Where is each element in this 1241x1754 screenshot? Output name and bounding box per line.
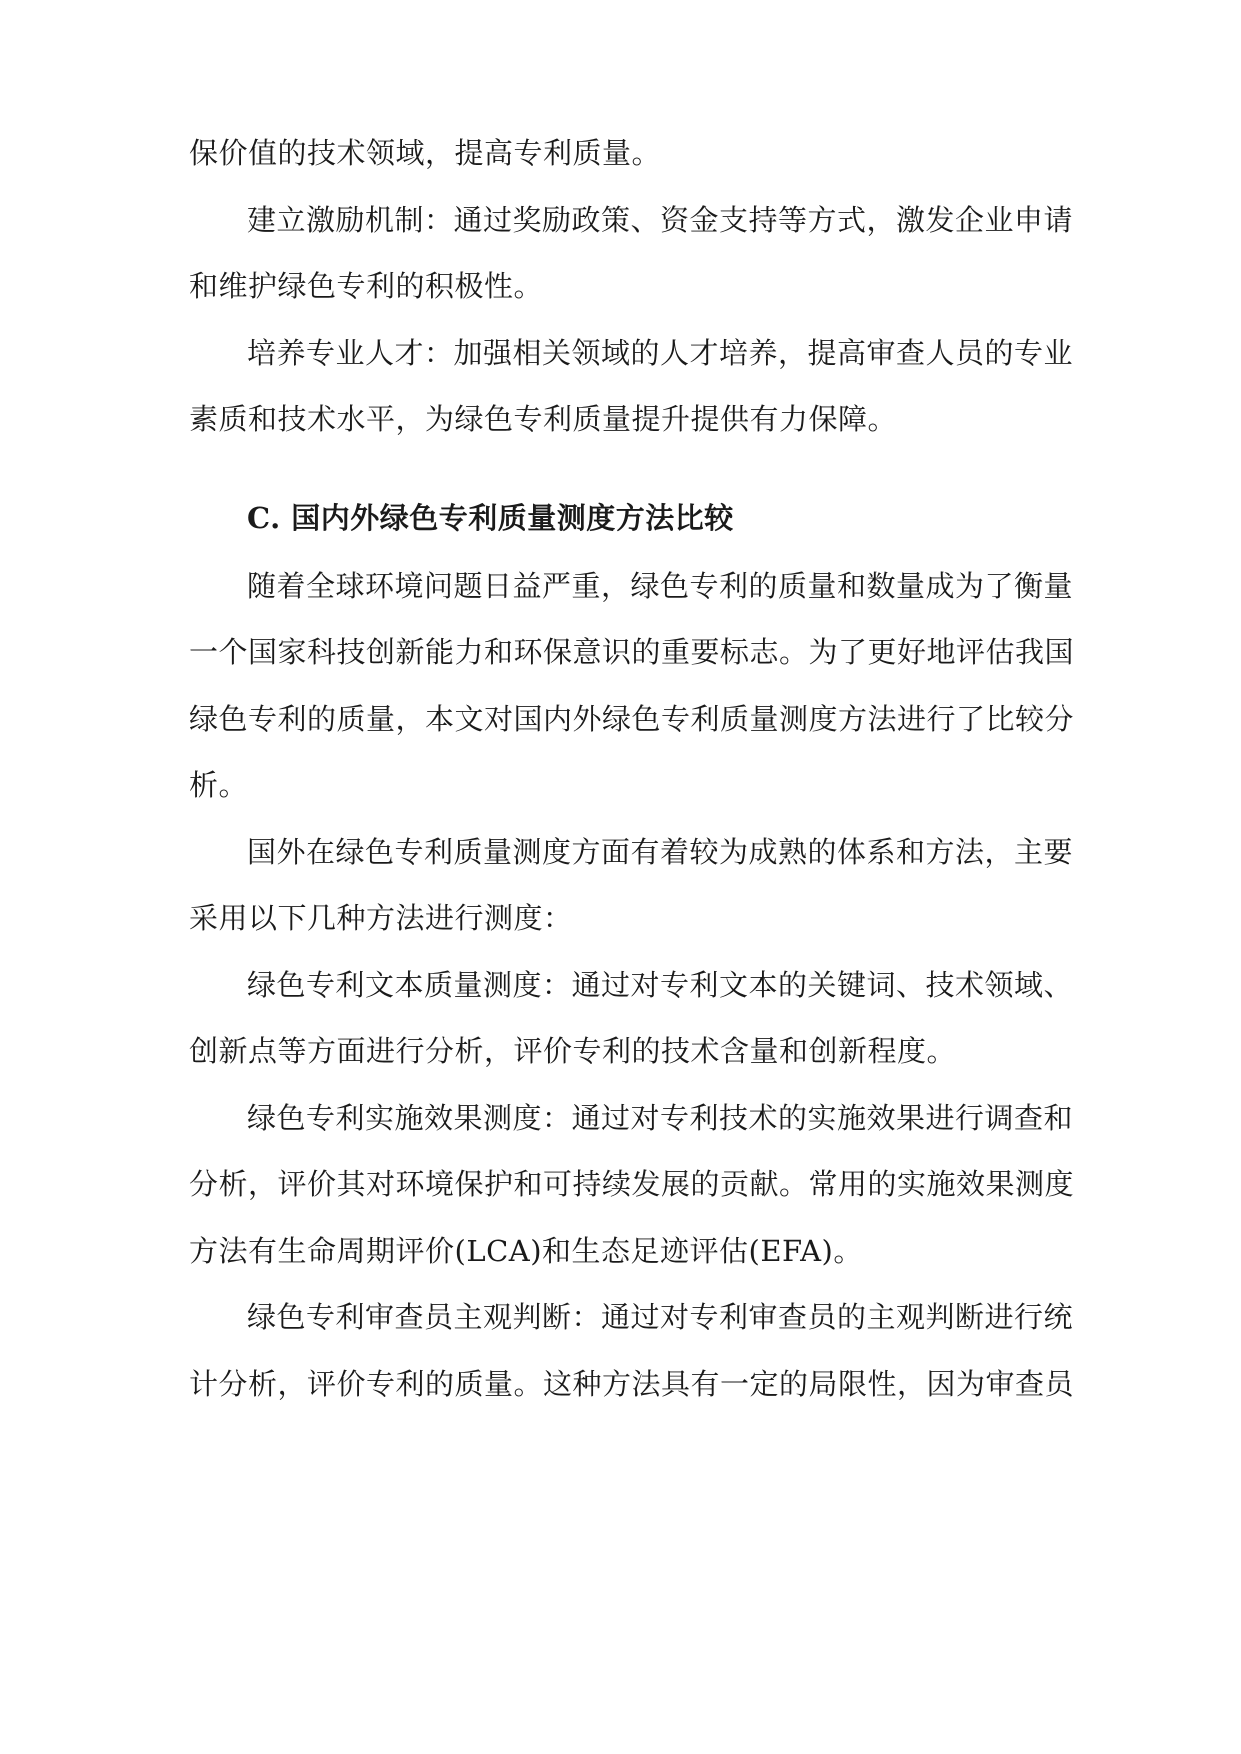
paragraph-line: 和维护绿色专利的积极性。	[189, 269, 544, 303]
paragraph-line: 保价值的技术领域，提高专利质量。	[189, 136, 662, 170]
paragraph-line: 随着全球环境问题日益严重，绿色专利的质量和数量成为了衡量	[247, 569, 1074, 603]
paragraph-line: 绿色专利审查员主观判断：通过对专利审查员的主观判断进行统	[247, 1300, 1074, 1334]
paragraph-line: 分析，评价其对环境保护和可持续发展的贡献。常用的实施效果测度	[189, 1167, 1075, 1201]
paragraph-line: 绿色专利文本质量测度：通过对专利文本的关键词、技术领域、	[247, 968, 1074, 1002]
paragraph-line: 绿色专利实施效果测度：通过对专利技术的实施效果进行调查和	[247, 1101, 1074, 1135]
paragraph-line: 一个国家科技创新能力和环保意识的重要标志。为了更好地评估我国	[189, 635, 1075, 669]
paragraph-line: 采用以下几种方法进行测度：	[189, 901, 573, 935]
paragraph-line: 建立激励机制：通过奖励政策、资金支持等方式，激发企业申请	[247, 203, 1074, 237]
paragraph-line: 方法有生命周期评价(LCA)和生态足迹评估(EFA)。	[189, 1234, 863, 1268]
paragraph-line: 创新点等方面进行分析，评价专利的技术含量和创新程度。	[189, 1034, 957, 1068]
paragraph-line: 素质和技术水平，为绿色专利质量提升提供有力保障。	[189, 402, 898, 436]
section-heading: C. 国内外绿色专利质量测度方法比较	[247, 501, 734, 535]
paragraph-line: 计分析，评价专利的质量。这种方法具有一定的局限性，因为审查员	[189, 1367, 1075, 1401]
paragraph-line: 国外在绿色专利质量测度方面有着较为成熟的体系和方法，主要	[247, 835, 1074, 869]
paragraph-line: 培养专业人才：加强相关领域的人才培养，提高审查人员的专业	[247, 336, 1074, 370]
paragraph-line: 绿色专利的质量，本文对国内外绿色专利质量测度方法进行了比较分	[189, 702, 1075, 736]
paragraph-line: 析。	[189, 768, 249, 802]
